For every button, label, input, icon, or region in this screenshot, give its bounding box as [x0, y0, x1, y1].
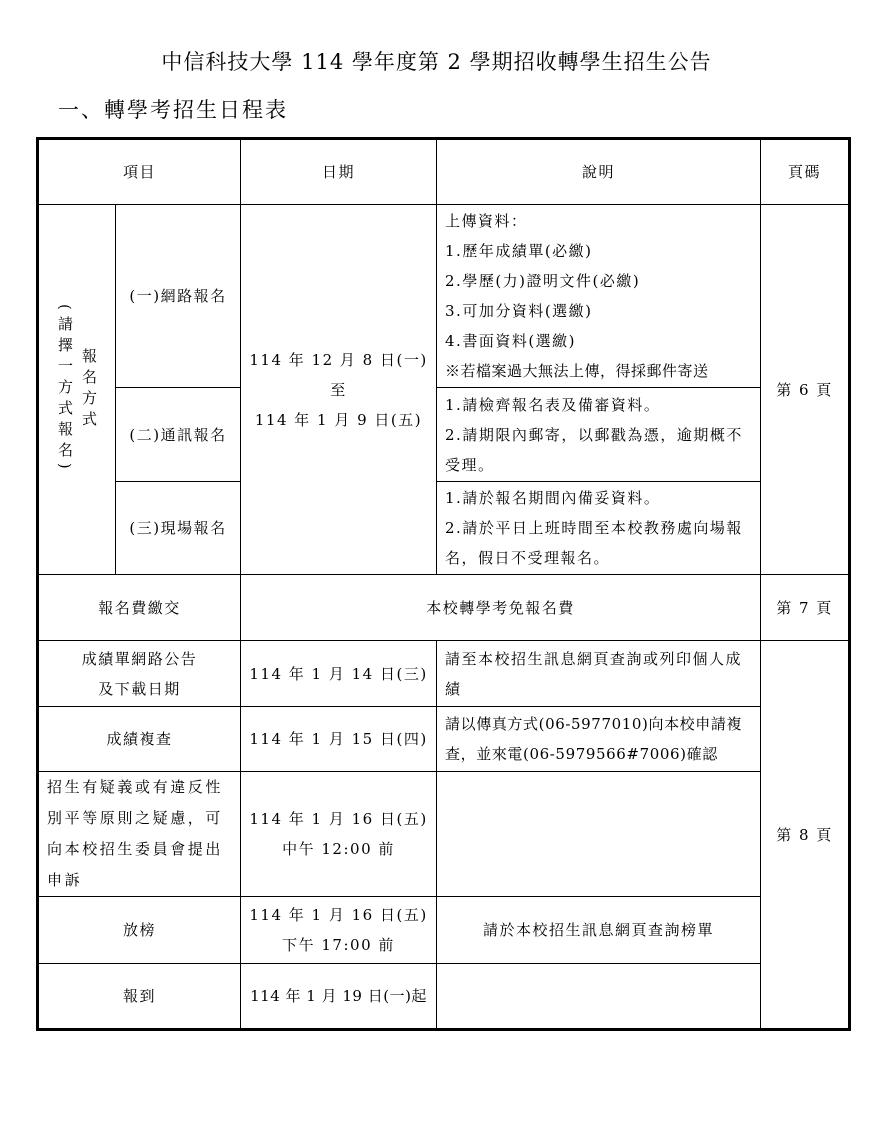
table-row-appeal	[38, 772, 850, 897]
online-desc-line: 上傳資料：	[445, 212, 528, 230]
enroll-date: 114 年 1 月 19 日(一)起	[241, 964, 437, 1030]
registration-date-cell	[241, 205, 437, 575]
document-title: 中信科技大學 114 學年度第 2 學期招收轉學生招生公告	[161, 50, 712, 74]
onsite-registration-desc	[437, 482, 761, 575]
fee-item: 報名費繳交	[38, 575, 241, 641]
table-row-fee	[38, 575, 850, 641]
table-row-online-registration	[38, 205, 850, 388]
header-date: 日期	[241, 139, 437, 205]
score-announce-item	[38, 641, 241, 707]
score-announce-item-line: 成績單網路公告	[81, 649, 198, 668]
online-desc-line: 3.可加分資料(選繳)	[445, 302, 593, 320]
results-date-line: 114 年 1 月 16 日(五)	[249, 906, 428, 924]
header-page: 頁碼	[761, 139, 850, 205]
mail-registration-label: (二)通訊報名	[116, 388, 241, 482]
mail-registration-desc	[437, 388, 761, 482]
score-announce-item-line: 及下載日期	[98, 679, 181, 698]
table-row-mail-registration	[38, 388, 850, 482]
enroll-item: 報到	[38, 964, 241, 1030]
header-description: 說明	[437, 139, 761, 205]
table-row-score-review	[38, 707, 850, 772]
results-item: 放榜	[38, 897, 241, 964]
score-review-item: 成績複查	[38, 707, 241, 772]
table-row-score-announce	[38, 641, 850, 707]
mail-desc-line: 2.請期限內郵寄，以郵戳為憑，逾期概不受理。	[445, 425, 743, 474]
table-row-results	[38, 897, 850, 964]
fee-desc: 本校轉學考免報名費	[241, 575, 761, 641]
onsite-registration-label: (三)現場報名	[116, 482, 241, 575]
header-item: 項目	[38, 139, 241, 205]
registration-date-end: 114 年 1 月 9 日(五)	[254, 410, 423, 429]
score-announce-date: 114 年 1 月 14 日(三)	[241, 641, 437, 707]
online-desc-line: 1.歷年成績單(必繳)	[445, 242, 593, 260]
online-desc-line: ※若檔案過大無法上傳，得採郵件寄送	[445, 362, 709, 380]
appeal-date	[241, 772, 437, 897]
fee-page: 第 7 頁	[761, 575, 850, 641]
score-review-date: 114 年 1 月 15 日(四)	[241, 707, 437, 772]
results-desc: 請於本校招生訊息網頁查詢榜單	[437, 897, 761, 964]
registration-method-cell	[38, 205, 116, 575]
registration-method-note: (請擇一方式報名)	[56, 304, 74, 475]
onsite-desc-line: 1.請於報名期間內備妥資料。	[445, 489, 661, 507]
registration-date-to: 至	[330, 380, 347, 399]
appeal-date-line: 114 年 1 月 16 日(五)	[249, 810, 428, 828]
registration-method-label: 報名方式	[80, 347, 98, 432]
online-desc-line: 2.學歷(力)證明文件(必繳)	[445, 272, 641, 290]
mail-desc-line: 1.請檢齊報名表及備審資料。	[445, 395, 661, 414]
schedule-table	[36, 137, 851, 1031]
page-8: 第 8 頁	[761, 641, 850, 1030]
enroll-desc	[437, 964, 761, 1030]
table-header-row	[38, 139, 850, 205]
results-date-line: 下午 17:00 前	[282, 936, 395, 954]
appeal-date-line: 中午 12:00 前	[282, 840, 395, 858]
score-announce-desc: 請至本校招生訊息網頁查詢或列印個人成績	[437, 641, 761, 707]
score-review-desc: 請以傳真方式(06-5977010)向本校申請複查，並來電(06-5979566#7006)確認	[437, 707, 761, 772]
appeal-item: 招生有疑義或有違反性別平等原則之疑慮，可向本校招生委員會提出申訴	[38, 772, 241, 897]
appeal-desc	[437, 772, 761, 897]
section-heading: 一、轉學考招生日程表	[58, 98, 288, 122]
online-registration-label: (一)網路報名	[116, 205, 241, 388]
online-desc-line: 4.書面資料(選繳)	[445, 332, 577, 350]
online-registration-desc	[437, 205, 761, 388]
onsite-desc-line: 2.請於平日上班時間至本校教務處向場報名，假日不受理報名。	[445, 519, 743, 567]
registration-page: 第 6 頁	[761, 205, 850, 575]
table-row-enroll	[38, 964, 850, 1030]
registration-date-start: 114 年 12 月 8 日(一)	[249, 350, 428, 369]
table-row-onsite-registration	[38, 482, 850, 575]
results-date	[241, 897, 437, 964]
